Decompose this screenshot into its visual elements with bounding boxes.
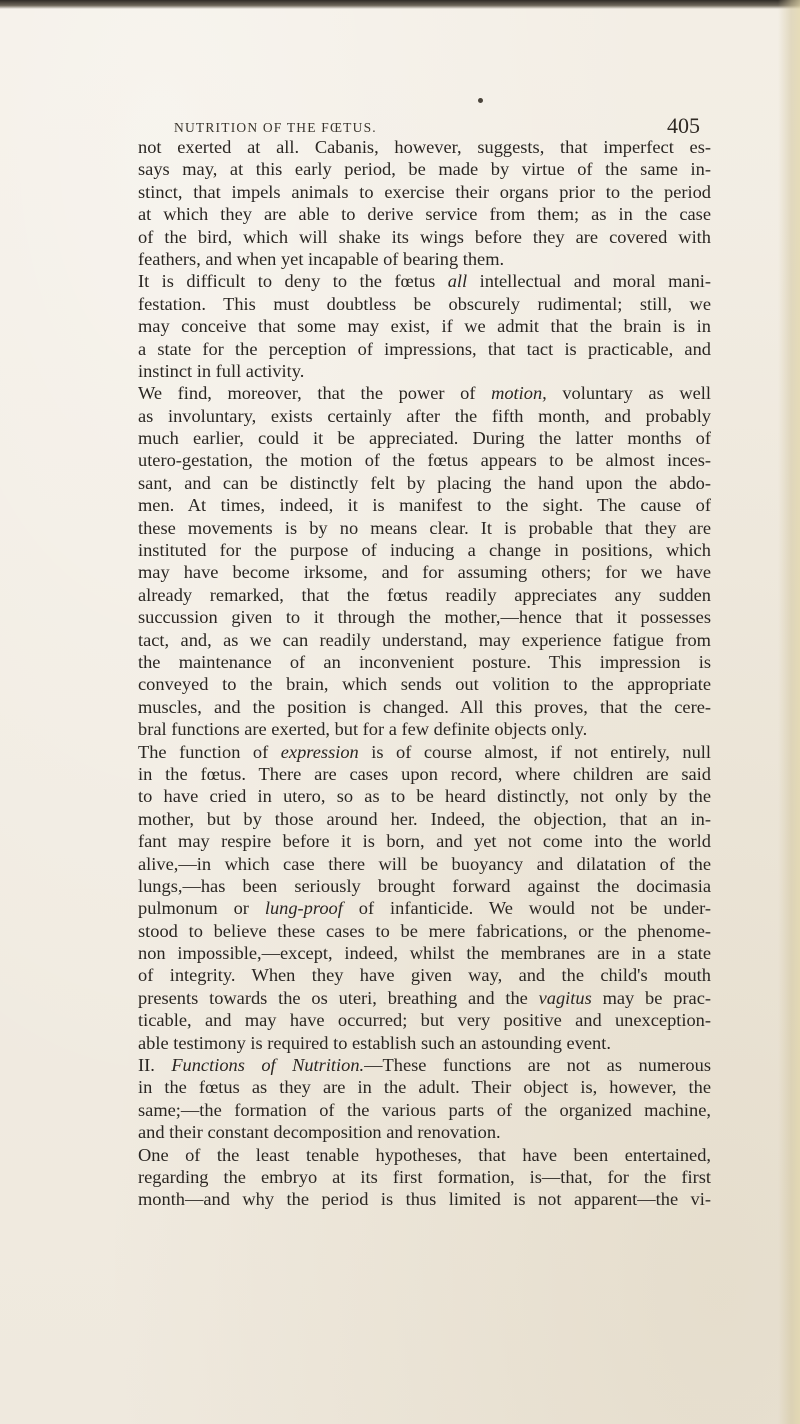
text-line-part: pulmonum or — [138, 898, 265, 919]
text-line-part: intellectual and moral mani- — [467, 271, 711, 292]
running-head: NUTRITION OF THE FŒTUS. — [174, 120, 377, 135]
text-line — [138, 1054, 711, 1076]
printer-mark — [478, 98, 483, 103]
text-line: in the fœtus as they are in the adult. Their object is, however, the — [138, 1077, 711, 1098]
text-line: the maintenance of an inconvenient posture. This impression is — [138, 651, 711, 672]
text-line-part: —These functions are not as numerous — [364, 1055, 711, 1076]
text-line: may have become irksome, and for assuming others; for we have — [138, 562, 711, 583]
text-line: able testimony is required to establish such an astounding event. — [138, 1032, 611, 1053]
text-line: stinct, that impels animals to exercise their organs prior to the period — [138, 181, 711, 202]
text-line: mother, but by those around her. Indeed, the objection, that an in- — [138, 808, 711, 829]
italic-phrase: all — [447, 271, 468, 292]
italic-phrase: lung-proof — [264, 898, 343, 919]
text-line: muscles, and the position is changed. All this proves, that the cere- — [138, 696, 711, 717]
text-line: of the bird, which will shake its wings before they are covered with — [138, 226, 711, 247]
text-line-part: We find, moreover, that the power of — [138, 383, 492, 404]
page-right-edge — [778, 0, 800, 1424]
text-line — [138, 270, 711, 292]
text-line: a state for the perception of impressions, that tact is practicable, and — [138, 338, 711, 359]
text-line-part: II. — [138, 1055, 172, 1076]
italic-phrase: vagitus — [538, 987, 592, 1008]
text-line: men. At times, indeed, it is manifest to the sight. The cause of — [138, 495, 711, 516]
text-line: says may, at this early period, be made by virtue of the same in- — [138, 159, 711, 180]
text-line-part: voluntary as well — [546, 383, 711, 404]
italic-phrase: expression — [280, 741, 359, 762]
text-line-part: It is difficult to deny to the fœtus — [138, 271, 448, 292]
text-line-part: of infanticide. We would not be under- — [342, 898, 711, 919]
italic-phrase: motion, — [491, 383, 547, 404]
text-line: as involuntary, exists certainly after the fifth month, and probably — [138, 405, 711, 426]
text-line: regarding the embryo at its first formation, is—that, for the first — [138, 1166, 711, 1187]
text-line: fant may respire before it is born, and yet not come into the world — [138, 831, 711, 852]
page-number: 405 — [667, 113, 700, 138]
text-line: in the fœtus. There are cases upon record, where children are said — [138, 763, 711, 784]
text-line: much earlier, could it be appreciated. During the latter months of — [138, 428, 711, 449]
text-line: lungs,—has been seriously brought forward against the docimasia — [138, 875, 711, 896]
text-line: stood to believe these cases to be mere fabrications, or the phenome- — [138, 920, 711, 941]
text-line: month—and why the period is thus limited is not apparent—the vi- — [138, 1189, 711, 1210]
text-line: alive,—in which case there will be buoyancy and dilatation of the — [138, 853, 711, 874]
text-line-part: is of course almost, if not entirely, null — [358, 741, 711, 762]
text-line: same;—the formation of the various parts of the organized machine, — [138, 1099, 711, 1120]
italic-phrase: Functions of Nutrition. — [171, 1055, 365, 1076]
text-line: and their constant decomposition and renovation. — [138, 1122, 501, 1143]
text-line: One of the least tenable hypotheses, that have been entertained, — [138, 1144, 711, 1165]
text-line: instinct in full activity. — [138, 360, 305, 381]
text-line: may conceive that some may exist, if we admit that the brain is in — [138, 316, 711, 337]
text-line: festation. This must doubtless be obscurely rudimental; still, we — [138, 293, 711, 314]
text-line: these movements is by no means clear. It is probable that they are — [138, 517, 711, 538]
text-line: not exerted at all. Cabanis, however, suggests, that imperfect es- — [138, 137, 711, 157]
text-line: to have cried in utero, so as to be heard distinctly, not only by the — [138, 786, 711, 807]
text-line: conveyed to the brain, which sends out volition to the appropriate — [138, 674, 711, 695]
text-line: ticable, and may have occurred; but very positive and unexception- — [138, 1010, 711, 1031]
text-line — [138, 382, 711, 404]
text-line: presents towards the os uteri, breathing and the vagitus may be prac- — [138, 987, 711, 1008]
text-line: sant, and can be distinctly felt by placing the hand upon the abdo- — [138, 472, 711, 493]
body-text — [138, 136, 711, 1211]
text-line: at which they are able to derive service from them; as in the case — [138, 204, 711, 225]
text-line: feathers, and when yet incapable of bearing them. — [138, 248, 505, 269]
text-line: utero-gestation, the motion of the fœtus appears to be almost inces- — [138, 450, 711, 471]
text-line: tact, and, as we can readily understand, may experience fatigue from — [138, 629, 711, 650]
text-line: already remarked, that the fœtus readily appreciates any sudden — [138, 584, 711, 605]
text-line: instituted for the purpose of inducing a change in positions, which — [138, 540, 711, 561]
text-line — [138, 741, 711, 763]
text-line: bral functions are exerted, but for a few definite objects only. — [138, 719, 588, 740]
page-top-edge — [0, 0, 800, 9]
text-line: succussion given to it through the mother,—hence that it possesses — [138, 607, 711, 628]
text-line: of integrity. When they have given way, and the child's mouth — [138, 965, 711, 986]
text-line-part: The function of — [138, 741, 281, 762]
text-line: non impossible,—except, indeed, whilst the membranes are in a state — [138, 943, 711, 964]
text-line — [138, 897, 711, 919]
